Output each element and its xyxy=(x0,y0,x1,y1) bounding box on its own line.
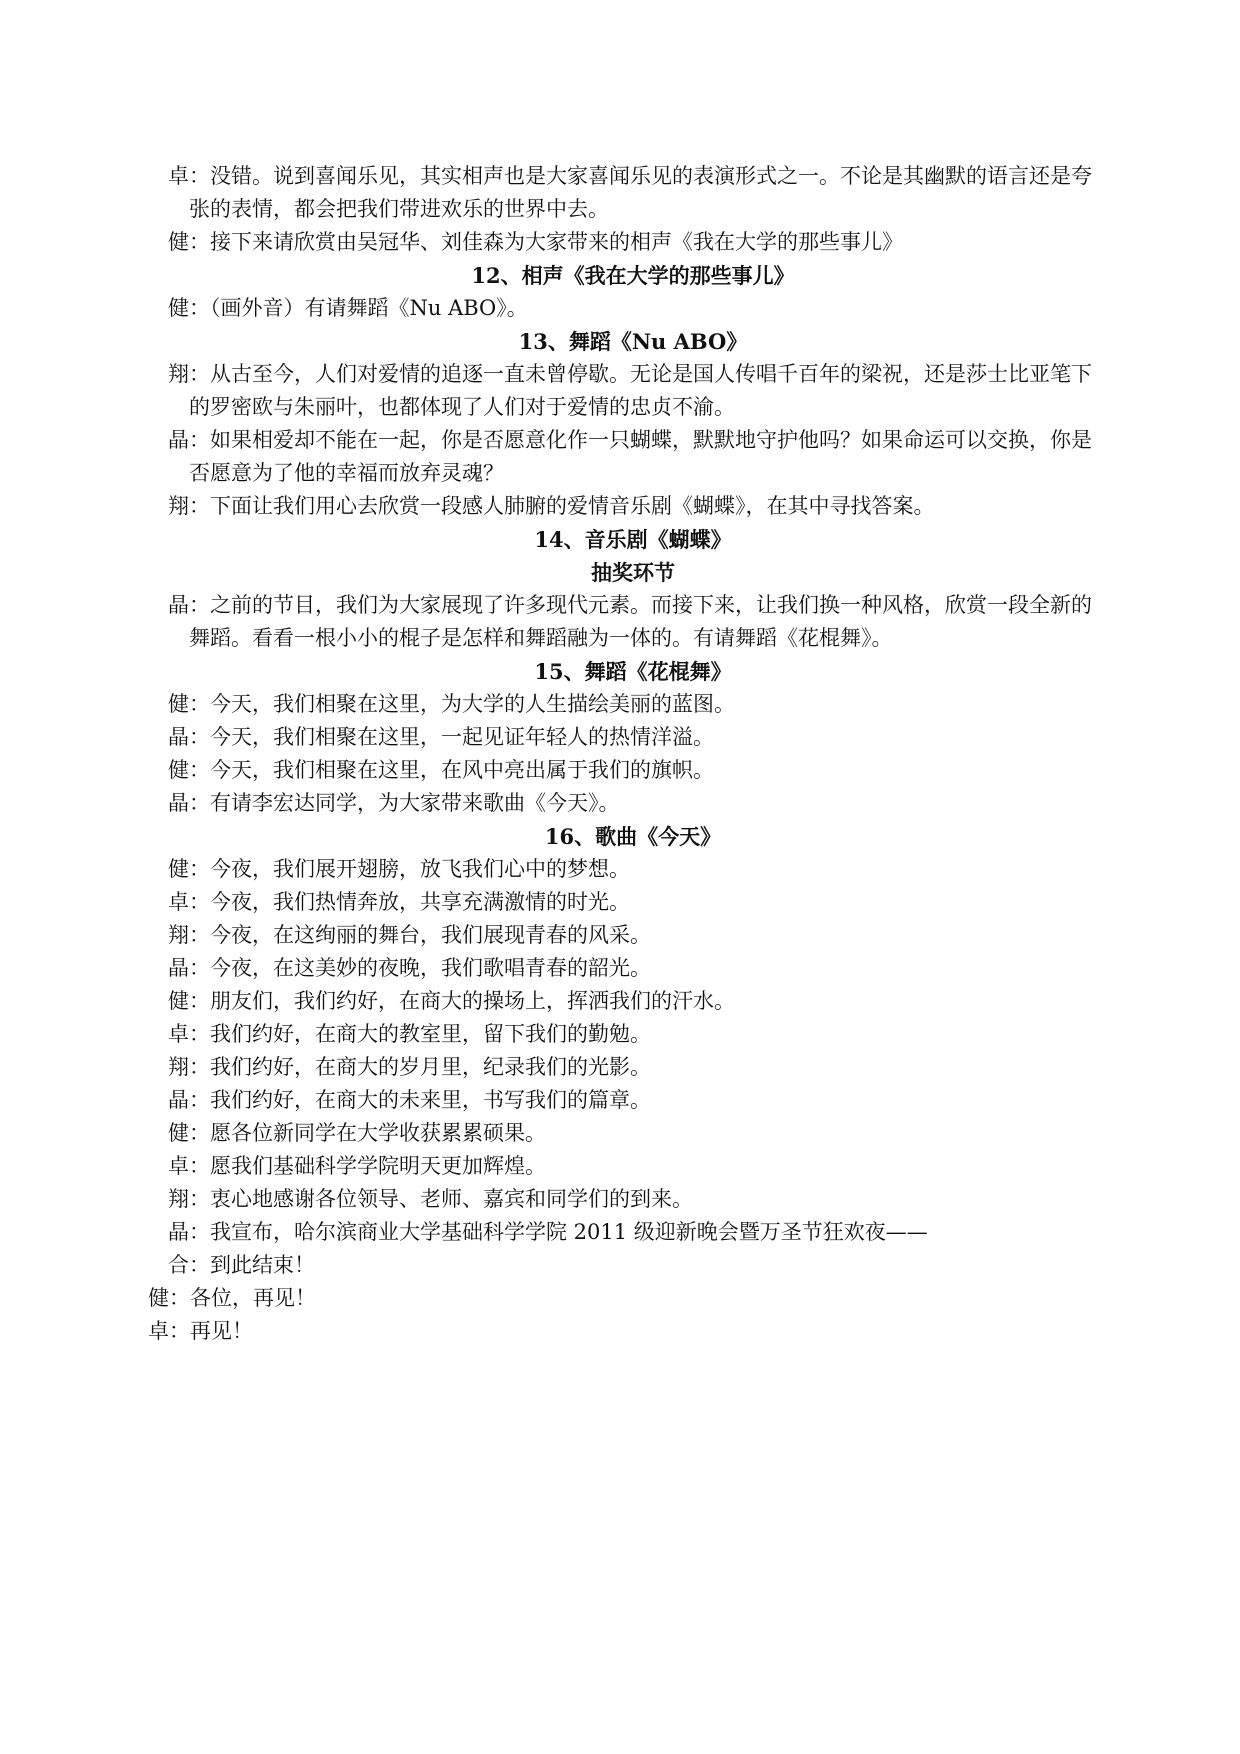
dialogue-line: 晶：如果相爱却不能在一起，你是否愿意化作一只蝴蝶，默默地守护他吗？如果命运可以交换，你是否愿意为了他的幸福而放弃灵魂？ xyxy=(168,428,1092,485)
dialogue-line: 卓：我们约好，在商大的教室里，留下我们的勤勉。 xyxy=(168,1022,651,1046)
dialogue-line: 健：今夜，我们展开翅膀，放飞我们心中的梦想。 xyxy=(168,857,630,881)
program-heading: 16、歌曲《今天》 xyxy=(544,824,722,849)
dialogue-line: 晶：我宣布，哈尔滨商业大学基础科学学院 2011 级迎新晚会暨万圣节狂欢夜—— xyxy=(168,1220,928,1244)
dialogue-line: 晶：有请李宏达同学，为大家带来歌曲《今天》。 xyxy=(168,791,620,815)
dialogue-line: 晶：我们约好，在商大的未来里，书写我们的篇章。 xyxy=(168,1088,651,1112)
dialogue-line: 健：今天，我们相聚在这里，在风中亮出属于我们的旗帜。 xyxy=(168,758,714,782)
dialogue-line: 翔：从古至今，人们对爱情的追逐一直未曾停歇。无论是国人传唱千百年的梁祝，还是莎士比亚笔下的罗密欧与朱丽叶，也都体现了人们对于爱情的忠贞不渝。 xyxy=(168,362,1092,419)
dialogue-line: 卓：愿我们基础科学学院明天更加辉煌。 xyxy=(168,1154,546,1178)
dialogue-line: 晶：今天，我们相聚在这里，一起见证年轻人的热情洋溢。 xyxy=(168,725,714,749)
dialogue-line: 晶：之前的节目，我们为大家展现了许多现代元素。而接下来，让我们换一种风格，欣赏一段全新的舞蹈。看看一根小小的棍子是怎样和舞蹈融为一体的。有请舞蹈《花棍舞》。 xyxy=(168,593,1092,650)
program-heading: 12、相声《我在大学的那些事儿》 xyxy=(471,263,795,288)
dialogue-line: 翔：我们约好，在商大的岁月里，纪录我们的光影。 xyxy=(168,1055,651,1079)
dialogue-line: 卓：没错。说到喜闻乐见，其实相声也是大家喜闻乐见的表演形式之一。不论是其幽默的语言还是夸张的表情，都会把我们带进欢乐的世界中去。 xyxy=(168,164,1092,221)
program-heading: 13、舞蹈《Nu ABO》 xyxy=(518,329,748,354)
dialogue-line: 翔：衷心地感谢各位领导、老师、嘉宾和同学们的到来。 xyxy=(168,1187,693,1211)
script-body xyxy=(148,160,1098,1348)
dialogue-line: 健：（画外音）有请舞蹈《Nu ABO》。 xyxy=(168,296,528,320)
program-heading: 14、音乐剧《蝴蝶》 xyxy=(534,527,732,552)
dialogue-line: 合：到此结束！ xyxy=(168,1253,315,1277)
dialogue-line: 健：今天，我们相聚在这里，为大学的人生描绘美丽的蓝图。 xyxy=(168,692,735,716)
program-heading: 15、舞蹈《花棍舞》 xyxy=(534,659,732,684)
dialogue-line: 健：朋友们，我们约好，在商大的操场上，挥洒我们的汗水。 xyxy=(168,989,735,1013)
closing-line: 健：各位，再见！ xyxy=(148,1286,316,1310)
dialogue-line: 翔：下面让我们用心去欣赏一段感人肺腑的爱情音乐剧《蝴蝶》，在其中寻找答案。 xyxy=(168,494,935,518)
closing-line: 卓：再见！ xyxy=(148,1319,253,1343)
dialogue-line: 翔：今夜，在这绚丽的舞台，我们展现青春的风采。 xyxy=(168,923,651,947)
dialogue-line: 健：接下来请欣赏由吴冠华、刘佳森为大家带来的相声《我在大学的那些事儿》 xyxy=(168,230,903,254)
dialogue-line: 健：愿各位新同学在大学收获累累硕果。 xyxy=(168,1121,546,1145)
dialogue-line: 晶：今夜，在这美妙的夜晚，我们歌唱青春的韶光。 xyxy=(168,956,651,980)
dialogue-line: 卓：今夜，我们热情奔放，共享充满激情的时光。 xyxy=(168,890,630,914)
section-heading: 抽奖环节 xyxy=(591,560,675,585)
